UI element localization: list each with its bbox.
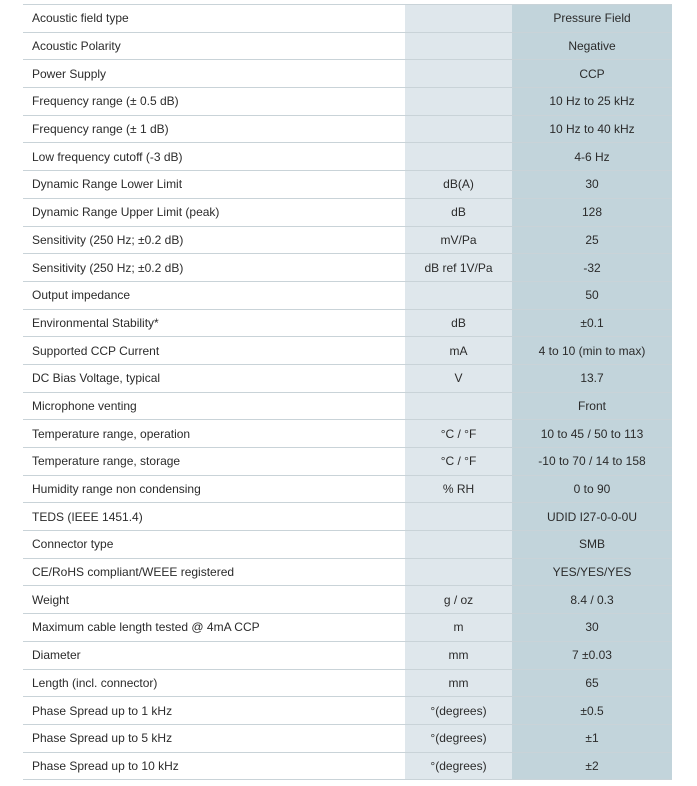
table-row — [23, 309, 672, 337]
value-cell: 8.4 / 0.3 — [512, 586, 672, 614]
parameter-cell: Sensitivity (250 Hz; ±0.2 dB) — [23, 226, 405, 254]
table-row — [23, 254, 672, 282]
parameter-cell: Dynamic Range Lower Limit — [23, 171, 405, 199]
table-row — [23, 669, 672, 697]
unit-cell — [405, 281, 512, 309]
unit-cell: °(degrees) — [405, 697, 512, 725]
table-row — [23, 475, 672, 503]
parameter-cell: Temperature range, operation — [23, 420, 405, 448]
parameter-cell: TEDS (IEEE 1451.4) — [23, 503, 405, 531]
table-row — [23, 5, 672, 33]
unit-cell — [405, 558, 512, 586]
parameter-cell: Acoustic field type — [23, 5, 405, 33]
parameter-cell: DC Bias Voltage, typical — [23, 364, 405, 392]
value-cell: CCP — [512, 60, 672, 88]
parameter-cell: Temperature range, storage — [23, 448, 405, 476]
table-row — [23, 503, 672, 531]
table-row — [23, 614, 672, 642]
value-cell: ±1 — [512, 724, 672, 752]
unit-cell — [405, 503, 512, 531]
unit-cell: V — [405, 364, 512, 392]
table-row — [23, 337, 672, 365]
value-cell: 30 — [512, 171, 672, 199]
value-cell: Front — [512, 392, 672, 420]
value-cell: ±0.1 — [512, 309, 672, 337]
table-row — [23, 558, 672, 586]
parameter-cell: Output impedance — [23, 281, 405, 309]
table-row — [23, 448, 672, 476]
table-row — [23, 531, 672, 559]
unit-cell: mA — [405, 337, 512, 365]
parameter-cell: CE/RoHS compliant/WEEE registered — [23, 558, 405, 586]
unit-cell — [405, 60, 512, 88]
table-row — [23, 226, 672, 254]
value-cell: Pressure Field — [512, 5, 672, 33]
unit-cell — [405, 115, 512, 143]
parameter-cell: Dynamic Range Upper Limit (peak) — [23, 198, 405, 226]
parameter-cell: Maximum cable length tested @ 4mA CCP — [23, 614, 405, 642]
value-cell: ±0.5 — [512, 697, 672, 725]
unit-cell: g / oz — [405, 586, 512, 614]
unit-cell: % RH — [405, 475, 512, 503]
unit-cell: dB ref 1V/Pa — [405, 254, 512, 282]
value-cell: 25 — [512, 226, 672, 254]
value-cell: YES/YES/YES — [512, 558, 672, 586]
parameter-cell: Power Supply — [23, 60, 405, 88]
value-cell: 30 — [512, 614, 672, 642]
value-cell: -10 to 70 / 14 to 158 — [512, 448, 672, 476]
specifications-table — [23, 4, 672, 780]
parameter-cell: Diameter — [23, 641, 405, 669]
value-cell: 50 — [512, 281, 672, 309]
unit-cell — [405, 5, 512, 33]
unit-cell — [405, 143, 512, 171]
unit-cell: mV/Pa — [405, 226, 512, 254]
value-cell: 10 Hz to 40 kHz — [512, 115, 672, 143]
value-cell: 10 Hz to 25 kHz — [512, 88, 672, 116]
specifications-table-body — [23, 5, 672, 780]
parameter-cell: Low frequency cutoff (-3 dB) — [23, 143, 405, 171]
value-cell: Negative — [512, 32, 672, 60]
parameter-cell: Frequency range (± 0.5 dB) — [23, 88, 405, 116]
value-cell: 0 to 90 — [512, 475, 672, 503]
value-cell: 10 to 45 / 50 to 113 — [512, 420, 672, 448]
unit-cell: m — [405, 614, 512, 642]
parameter-cell: Humidity range non condensing — [23, 475, 405, 503]
table-row — [23, 420, 672, 448]
unit-cell: °(degrees) — [405, 752, 512, 780]
parameter-cell: Sensitivity (250 Hz; ±0.2 dB) — [23, 254, 405, 282]
table-row — [23, 88, 672, 116]
table-row — [23, 392, 672, 420]
table-row — [23, 641, 672, 669]
unit-cell: °C / °F — [405, 420, 512, 448]
parameter-cell: Phase Spread up to 10 kHz — [23, 752, 405, 780]
value-cell: 7 ±0.03 — [512, 641, 672, 669]
unit-cell: °C / °F — [405, 448, 512, 476]
value-cell: ±2 — [512, 752, 672, 780]
table-row — [23, 60, 672, 88]
value-cell: 4-6 Hz — [512, 143, 672, 171]
parameter-cell: Weight — [23, 586, 405, 614]
parameter-cell: Supported CCP Current — [23, 337, 405, 365]
value-cell: -32 — [512, 254, 672, 282]
parameter-cell: Length (incl. connector) — [23, 669, 405, 697]
table-row — [23, 281, 672, 309]
table-row — [23, 364, 672, 392]
table-row — [23, 143, 672, 171]
table-row — [23, 752, 672, 780]
table-row — [23, 171, 672, 199]
unit-cell: dB — [405, 309, 512, 337]
unit-cell: dB(A) — [405, 171, 512, 199]
value-cell: 4 to 10 (min to max) — [512, 337, 672, 365]
value-cell: 128 — [512, 198, 672, 226]
table-row — [23, 32, 672, 60]
value-cell: 13.7 — [512, 364, 672, 392]
parameter-cell: Acoustic Polarity — [23, 32, 405, 60]
parameter-cell: Phase Spread up to 1 kHz — [23, 697, 405, 725]
unit-cell — [405, 392, 512, 420]
parameter-cell: Connector type — [23, 531, 405, 559]
table-row — [23, 198, 672, 226]
value-cell: 65 — [512, 669, 672, 697]
unit-cell — [405, 531, 512, 559]
unit-cell: mm — [405, 641, 512, 669]
parameter-cell: Frequency range (± 1 dB) — [23, 115, 405, 143]
unit-cell — [405, 32, 512, 60]
unit-cell — [405, 88, 512, 116]
table-row — [23, 586, 672, 614]
table-row — [23, 697, 672, 725]
value-cell: SMB — [512, 531, 672, 559]
parameter-cell: Environmental Stability* — [23, 309, 405, 337]
value-cell: UDID I27-0-0-0U — [512, 503, 672, 531]
parameter-cell: Microphone venting — [23, 392, 405, 420]
unit-cell: °(degrees) — [405, 724, 512, 752]
unit-cell: mm — [405, 669, 512, 697]
unit-cell: dB — [405, 198, 512, 226]
table-row — [23, 115, 672, 143]
parameter-cell: Phase Spread up to 5 kHz — [23, 724, 405, 752]
table-row — [23, 724, 672, 752]
